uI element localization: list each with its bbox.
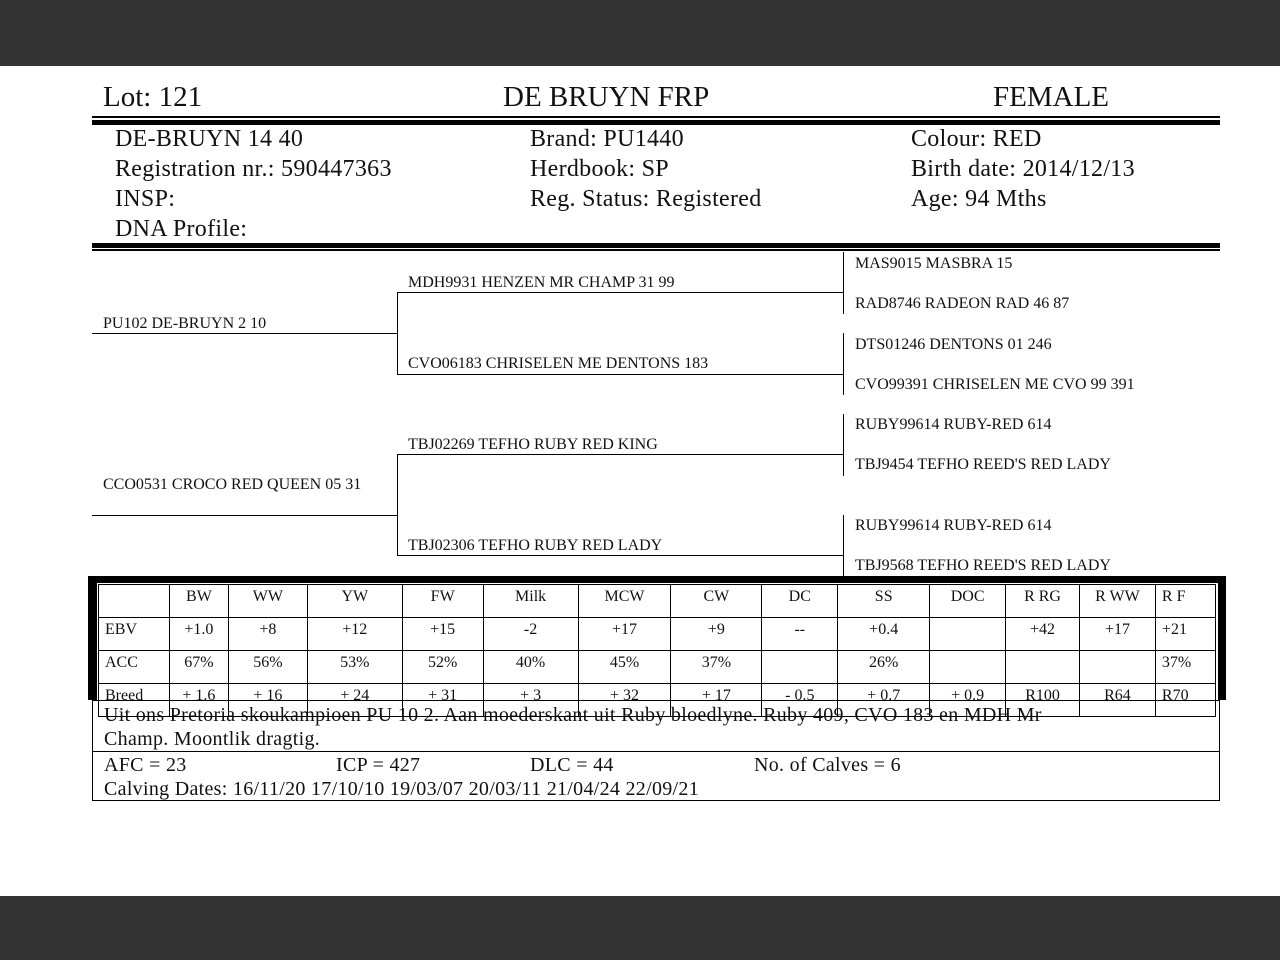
pedigree-sire-sire-dam: RAD8746 RADEON RAD 46 87 bbox=[855, 295, 1070, 312]
pedigree-dam-dam-sire: RUBY99614 RUBY-RED 614 bbox=[855, 517, 1052, 534]
column-header: R F bbox=[1155, 585, 1215, 618]
table-cell bbox=[930, 651, 1006, 684]
table-row-ebv bbox=[99, 618, 1216, 651]
row-label: Breed bbox=[99, 684, 170, 717]
table-cell: +17 bbox=[578, 618, 671, 651]
pedigree-connector-ds bbox=[843, 414, 844, 476]
table-cell: + 17 bbox=[671, 684, 762, 717]
table-cell: +21 bbox=[1155, 618, 1215, 651]
table-cell: +9 bbox=[671, 618, 762, 651]
table-cell: +1.0 bbox=[169, 618, 228, 651]
pedigree-connector-dam bbox=[397, 454, 398, 556]
pedigree-dam-dam: TBJ02306 TEFHO RUBY RED LADY bbox=[408, 537, 663, 554]
table-cell: +0.4 bbox=[838, 618, 930, 651]
dlc-value: DLC = 44 bbox=[530, 754, 614, 776]
row-label: ACC bbox=[99, 651, 170, 684]
table-cell: 56% bbox=[228, 651, 307, 684]
pedigree-dam-dam-dam: TBJ9568 TEFHO REED'S RED LADY bbox=[855, 557, 1111, 574]
table-cell: +8 bbox=[228, 618, 307, 651]
column-header: CW bbox=[671, 585, 762, 618]
table-cell: 37% bbox=[671, 651, 762, 684]
pedigree-sire: PU102 DE-BRUYN 2 10 bbox=[103, 315, 267, 332]
viewer-top-bar bbox=[0, 0, 1280, 66]
pedigree-line-sire bbox=[92, 333, 397, 334]
table-row-acc bbox=[99, 651, 1216, 684]
ebv-table-frame bbox=[88, 576, 1226, 704]
insp-label: INSP: bbox=[115, 186, 176, 212]
table-cell: + 24 bbox=[307, 684, 402, 717]
table-cell bbox=[1006, 651, 1080, 684]
table-cell: +15 bbox=[402, 618, 483, 651]
table-cell: 53% bbox=[307, 651, 402, 684]
brand: Brand: PU1440 bbox=[530, 126, 684, 152]
pedigree-sire-sire-sire: MAS9015 MASBRA 15 bbox=[855, 255, 1013, 272]
column-header: R RG bbox=[1006, 585, 1080, 618]
column-header: BW bbox=[169, 585, 228, 618]
pedigree-dam-sire-dam: TBJ9454 TEFHO REED'S RED LADY bbox=[855, 456, 1111, 473]
icp-value: ICP = 427 bbox=[336, 754, 421, 776]
notes-box bbox=[92, 700, 1220, 801]
pedigree-connector-sire bbox=[397, 292, 398, 375]
table-cell: + 31 bbox=[402, 684, 483, 717]
table-cell: 26% bbox=[838, 651, 930, 684]
calving-dates: Calving Dates: 16/11/20 17/10/10 19/03/07 20/03/11 21/04/24 22/09/21 bbox=[104, 778, 700, 800]
reg-status: Reg. Status: Registered bbox=[530, 186, 762, 212]
table-cell: R70 bbox=[1155, 684, 1215, 717]
ebv-header-row bbox=[99, 585, 1216, 618]
table-cell: + 32 bbox=[578, 684, 671, 717]
info-rule-thin bbox=[92, 249, 1220, 251]
table-cell bbox=[762, 651, 838, 684]
pedigree-line-sire-sire bbox=[397, 292, 843, 293]
table-cell: 45% bbox=[578, 651, 671, 684]
column-header: SS bbox=[838, 585, 930, 618]
table-cell: -- bbox=[762, 618, 838, 651]
table-cell bbox=[1080, 651, 1156, 684]
ebv-table bbox=[98, 584, 1216, 717]
calves-count: No. of Calves = 6 bbox=[754, 754, 901, 776]
table-cell: +42 bbox=[1006, 618, 1080, 651]
column-header: MCW bbox=[578, 585, 671, 618]
table-cell: + 3 bbox=[483, 684, 578, 717]
herdbook: Herdbook: SP bbox=[530, 156, 669, 182]
table-cell: +12 bbox=[307, 618, 402, 651]
animal-sex: FEMALE bbox=[993, 81, 1109, 113]
notes-divider bbox=[93, 751, 1219, 752]
column-header: FW bbox=[402, 585, 483, 618]
column-header: YW bbox=[307, 585, 402, 618]
row-label: EBV bbox=[99, 618, 170, 651]
table-cell: R100 bbox=[1006, 684, 1080, 717]
pedigree-connector-sd bbox=[843, 333, 844, 395]
pedigree-line-dam-sire bbox=[397, 454, 843, 455]
column-header: DC bbox=[762, 585, 838, 618]
pedigree-line-sire-dam bbox=[397, 374, 843, 375]
pedigree-sire-dam-sire: DTS01246 DENTONS 01 246 bbox=[855, 336, 1052, 353]
viewer-bottom-bar bbox=[0, 896, 1280, 960]
table-cell: 37% bbox=[1155, 651, 1215, 684]
colour: Colour: RED bbox=[911, 126, 1042, 152]
table-cell: + 1.6 bbox=[169, 684, 228, 717]
pedigree-sire-dam: CVO06183 CHRISELEN ME DENTONS 183 bbox=[408, 355, 709, 372]
registration-number: Registration nr.: 590447363 bbox=[115, 156, 392, 182]
pedigree-sire-sire: MDH9931 HENZEN MR CHAMP 31 99 bbox=[408, 274, 675, 291]
table-cell: 40% bbox=[483, 651, 578, 684]
age: Age: 94 Mths bbox=[911, 186, 1047, 212]
header-rule-thin bbox=[92, 116, 1220, 118]
dna-profile-label: DNA Profile: bbox=[115, 216, 248, 242]
comment-line-1: Uit ons Pretoria skoukampioen PU 10 2. Aan moederskant uit Ruby bloedlyne. Ruby 409, CVO 183 en MDH Mr bbox=[104, 704, 1042, 726]
table-cell: 52% bbox=[402, 651, 483, 684]
table-cell bbox=[930, 618, 1006, 651]
table-cell: + 16 bbox=[228, 684, 307, 717]
column-header bbox=[99, 585, 170, 618]
comment-line-2: Champ. Moontlik dragtig. bbox=[104, 728, 321, 750]
column-header: WW bbox=[228, 585, 307, 618]
table-cell: -2 bbox=[483, 618, 578, 651]
breeder-name: DE BRUYN FRP bbox=[503, 81, 710, 113]
table-cell: 67% bbox=[169, 651, 228, 684]
pedigree-connector-ss bbox=[843, 252, 844, 314]
pedigree-dam-sire-sire: RUBY99614 RUBY-RED 614 bbox=[855, 416, 1052, 433]
birth-date: Birth date: 2014/12/13 bbox=[911, 156, 1135, 182]
pedigree-connector-dd bbox=[843, 515, 844, 576]
pedigree-sire-dam-dam: CVO99391 CHRISELEN ME CVO 99 391 bbox=[855, 376, 1135, 393]
column-header: Milk bbox=[483, 585, 578, 618]
table-cell: + 0.7 bbox=[838, 684, 930, 717]
table-cell: R64 bbox=[1080, 684, 1156, 717]
table-cell: +17 bbox=[1080, 618, 1156, 651]
info-rule-thick bbox=[92, 243, 1220, 248]
table-cell: - 0.5 bbox=[762, 684, 838, 717]
pedigree-line-dam bbox=[92, 515, 397, 516]
column-header: DOC bbox=[930, 585, 1006, 618]
afc-value: AFC = 23 bbox=[104, 754, 187, 776]
pedigree-line-dam-dam bbox=[397, 555, 843, 556]
animal-name: DE-BRUYN 14 40 bbox=[115, 126, 304, 152]
pedigree-dam: CCO0531 CROCO RED QUEEN 05 31 bbox=[103, 476, 362, 493]
table-cell: + 0.9 bbox=[930, 684, 1006, 717]
column-header: R WW bbox=[1080, 585, 1156, 618]
lot-number: Lot: 121 bbox=[103, 81, 203, 113]
pedigree-dam-sire: TBJ02269 TEFHO RUBY RED KING bbox=[408, 436, 658, 453]
